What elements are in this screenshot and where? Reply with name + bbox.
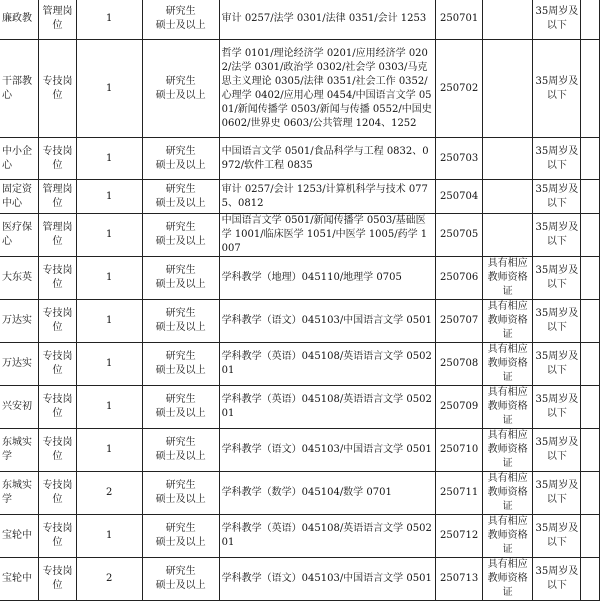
- education-cell: 研究生 硕士及以上: [142, 515, 219, 558]
- unit-cell: 东城实学: [0, 429, 39, 472]
- age-cell: 35周岁及以下: [533, 0, 581, 40]
- age-cell: 35周岁及以下: [533, 257, 581, 300]
- headcount-cell: 2: [76, 472, 142, 515]
- table-row: [0, 386, 600, 429]
- education-cell: 研究生 硕士及以上: [142, 40, 219, 138]
- post-code-cell: 250713: [436, 558, 483, 601]
- qualification-cell: 具有相应教师资格证: [483, 257, 533, 300]
- post-code-cell: 250706: [436, 257, 483, 300]
- post-code-cell: 250710: [436, 429, 483, 472]
- headcount-cell: 1: [76, 300, 142, 343]
- unit-cell: 万达实: [0, 343, 39, 386]
- table-row: [0, 472, 600, 515]
- blank-cell: [581, 515, 600, 558]
- major-cell: 学科教学（英语）045108/英语语言文学 050201: [219, 515, 436, 558]
- education-cell: 研究生 硕士及以上: [142, 138, 219, 180]
- age-cell: 35周岁及以下: [533, 214, 581, 257]
- blank-cell: [581, 257, 600, 300]
- post-code-cell: 250712: [436, 515, 483, 558]
- blank-cell: [581, 180, 600, 214]
- major-cell: 中国语言文学 0501/食品科学与工程 0832、0972/软件工程 0835: [219, 138, 436, 180]
- unit-cell: 固定资中心: [0, 180, 39, 214]
- post-code-cell: 250711: [436, 472, 483, 515]
- unit-cell: 干部教心: [0, 40, 39, 138]
- headcount-cell: 1: [76, 515, 142, 558]
- age-cell: 35周岁及以下: [533, 386, 581, 429]
- blank-cell: [581, 558, 600, 601]
- table-row: [0, 257, 600, 300]
- blank-cell: [581, 429, 600, 472]
- post-code-cell: 250704: [436, 180, 483, 214]
- post-type-cell: 管理岗位: [39, 214, 76, 257]
- education-cell: 研究生 硕士及以上: [142, 343, 219, 386]
- headcount-cell: 1: [76, 343, 142, 386]
- post-type-cell: 专技岗位: [39, 40, 76, 138]
- major-cell: 中国语言文学 0501/新闻传播学 0503/基础医学 1001/临床医学 1051/中医学 1005/药学 1007: [219, 214, 436, 257]
- age-cell: 35周岁及以下: [533, 515, 581, 558]
- post-type-cell: 专技岗位: [39, 558, 76, 601]
- qualification-cell: [483, 138, 533, 180]
- major-cell: 学科教学（英语）045108/英语语言文学 050201: [219, 343, 436, 386]
- major-cell: 学科教学（地理）045110/地理学 0705: [219, 257, 436, 300]
- education-cell: 研究生 硕士及以上: [142, 0, 219, 40]
- major-cell: 学科教学（数学）045104/数学 0701: [219, 472, 436, 515]
- unit-cell: 廉政教: [0, 0, 39, 40]
- qualification-cell: [483, 180, 533, 214]
- post-type-cell: 专技岗位: [39, 300, 76, 343]
- blank-cell: [581, 138, 600, 180]
- major-cell: 学科教学（语文）045103/中国语言文学 0501: [219, 558, 436, 601]
- headcount-cell: 1: [76, 386, 142, 429]
- unit-cell: 宝轮中: [0, 515, 39, 558]
- qualification-cell: 具有相应教师资格证: [483, 386, 533, 429]
- qualification-cell: 具有相应教师资格证: [483, 472, 533, 515]
- post-type-cell: 专技岗位: [39, 257, 76, 300]
- unit-cell: 医疗保心: [0, 214, 39, 257]
- table-row: [0, 0, 600, 40]
- qualification-cell: 具有相应教师资格证: [483, 300, 533, 343]
- blank-cell: [581, 386, 600, 429]
- post-type-cell: 专技岗位: [39, 138, 76, 180]
- qualification-cell: 具有相应教师资格证: [483, 429, 533, 472]
- table-row: [0, 180, 600, 214]
- post-type-cell: 专技岗位: [39, 386, 76, 429]
- table-row: [0, 300, 600, 343]
- major-cell: 学科教学（语文）045103/中国语言文学 0501: [219, 300, 436, 343]
- post-code-cell: 250708: [436, 343, 483, 386]
- post-code-cell: 250701: [436, 0, 483, 40]
- blank-cell: [581, 0, 600, 40]
- table-row: [0, 343, 600, 386]
- headcount-cell: 1: [76, 214, 142, 257]
- post-code-cell: 250702: [436, 40, 483, 138]
- post-type-cell: 专技岗位: [39, 515, 76, 558]
- education-cell: 研究生 硕士及以上: [142, 558, 219, 601]
- age-cell: 35周岁及以下: [533, 472, 581, 515]
- unit-cell: 大东英: [0, 257, 39, 300]
- post-type-cell: 专技岗位: [39, 472, 76, 515]
- headcount-cell: 1: [76, 40, 142, 138]
- unit-cell: 万达实: [0, 300, 39, 343]
- education-cell: 研究生 硕士及以上: [142, 472, 219, 515]
- blank-cell: [581, 40, 600, 138]
- table-row: [0, 515, 600, 558]
- qualification-cell: [483, 214, 533, 257]
- post-type-cell: 专技岗位: [39, 429, 76, 472]
- post-type-cell: 专技岗位: [39, 343, 76, 386]
- headcount-cell: 1: [76, 180, 142, 214]
- unit-cell: 宝轮中: [0, 558, 39, 601]
- blank-cell: [581, 214, 600, 257]
- unit-cell: 兴安初: [0, 386, 39, 429]
- unit-cell: 中小企心: [0, 138, 39, 180]
- major-cell: 学科教学（语文）045103/中国语言文学 0501: [219, 429, 436, 472]
- blank-cell: [581, 472, 600, 515]
- education-cell: 研究生 硕士及以上: [142, 300, 219, 343]
- qualification-cell: 具有相应教师资格证: [483, 343, 533, 386]
- headcount-cell: 1: [76, 138, 142, 180]
- age-cell: 35周岁及以下: [533, 180, 581, 214]
- qualification-cell: 具有相应教师资格证: [483, 515, 533, 558]
- age-cell: 35周岁及以下: [533, 343, 581, 386]
- post-type-cell: 管理岗位: [39, 180, 76, 214]
- table-row: [0, 214, 600, 257]
- age-cell: 35周岁及以下: [533, 558, 581, 601]
- headcount-cell: 1: [76, 429, 142, 472]
- table-row: [0, 40, 600, 138]
- major-cell: 学科教学（英语）045108/英语语言文学 050201: [219, 386, 436, 429]
- post-code-cell: 250705: [436, 214, 483, 257]
- education-cell: 研究生 硕士及以上: [142, 180, 219, 214]
- qualification-cell: [483, 0, 533, 40]
- unit-cell: 东城实学: [0, 472, 39, 515]
- qualification-cell: 具有相应教师资格证: [483, 558, 533, 601]
- post-type-cell: 管理岗位: [39, 0, 76, 40]
- post-code-cell: 250703: [436, 138, 483, 180]
- education-cell: 研究生 硕士及以上: [142, 386, 219, 429]
- headcount-cell: 2: [76, 558, 142, 601]
- age-cell: 35周岁及以下: [533, 429, 581, 472]
- post-code-cell: 250707: [436, 300, 483, 343]
- age-cell: 35周岁及以下: [533, 300, 581, 343]
- education-cell: 研究生 硕士及以上: [142, 429, 219, 472]
- major-cell: 审计 0257/会计 1253/计算机科学与技术 0775、0812: [219, 180, 436, 214]
- headcount-cell: 1: [76, 0, 142, 40]
- education-cell: 研究生 硕士及以上: [142, 257, 219, 300]
- blank-cell: [581, 343, 600, 386]
- table-row: [0, 138, 600, 180]
- age-cell: 35周岁及以下: [533, 40, 581, 138]
- table-row: [0, 558, 600, 601]
- major-cell: 哲学 0101/理论经济学 0201/应用经济学 0202/法学 0301/政治学 0302/社会学 0303/马克思主义理论 0305/法律 0351/社会工作 0352/心理学 0402/应用心理 0454/中国语言文学 0501/新闻传播学 0503/新闻与传播 0552/中国史 0602/世界史 0603/公共管理 1204、1252: [219, 40, 436, 138]
- qualification-cell: [483, 40, 533, 138]
- major-cell: 审计 0257/法学 0301/法律 0351/会计 1253: [219, 0, 436, 40]
- table-row: [0, 429, 600, 472]
- blank-cell: [581, 300, 600, 343]
- education-cell: 研究生 硕士及以上: [142, 214, 219, 257]
- age-cell: 35周岁及以下: [533, 138, 581, 180]
- headcount-cell: 1: [76, 257, 142, 300]
- post-code-cell: 250709: [436, 386, 483, 429]
